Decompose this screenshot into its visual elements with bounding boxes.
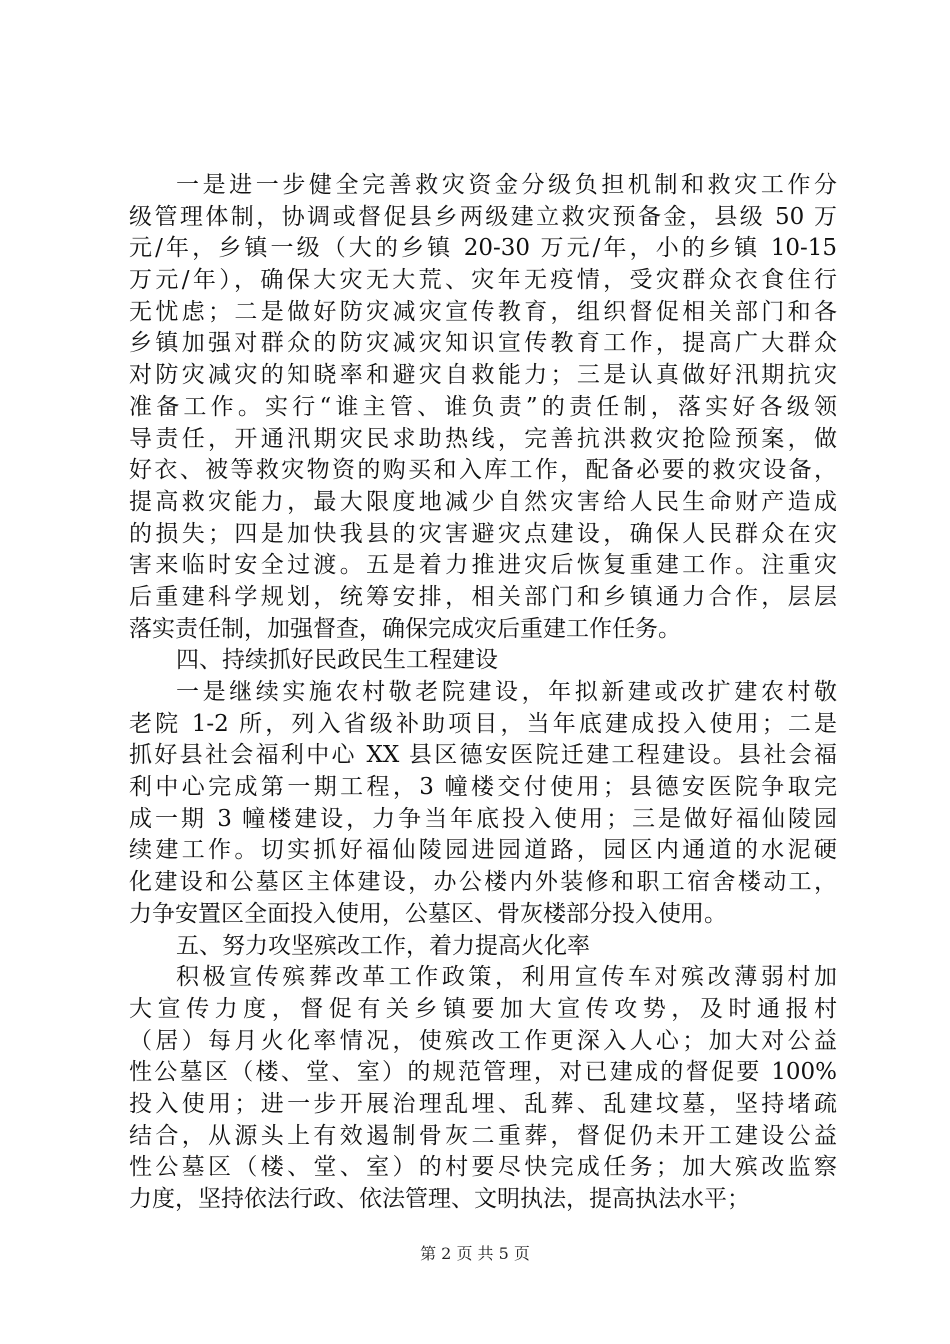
text-line: 老院 1-2 所，列入省级补助项目，当年底建成投入使用；二是: [129, 710, 837, 737]
text-line: 好衣、被等救灾物资的购买和入库工作，配备必要的救灾设备，: [129, 457, 837, 484]
text-line: 积极宣传殡葬改革工作政策，利用宣传车对殡改薄弱村加: [176, 964, 837, 991]
text-line: 导责任，开通汛期灾民求助热线，完善抗洪救灾抢险预案，做: [129, 425, 837, 452]
text-line: 投入使用；进一步开展治理乱埋、乱葬、乱建坟墓，坚持堵疏: [129, 1090, 837, 1117]
text-line: 一是继续实施农村敬老院建设，年拟新建或改扩建农村敬: [176, 679, 837, 705]
text-line: 无忧虑；二是做好防灾减灾宣传教育，组织督促相关部门和各: [129, 298, 837, 325]
text-line: 抓好县社会福利中心 XX 县区德安医院迁建工程建设。县社会福: [129, 742, 837, 769]
body-paragraph: [129, 677, 837, 931]
text-line: 害来临时安全过渡。五是着力推进灾后恢复重建工作。注重灾: [129, 552, 837, 579]
document-body: [129, 170, 837, 1216]
section-heading: [129, 645, 837, 677]
text-line: 性公墓区（楼、堂、室）的规范管理，对已建成的督促要 100%: [129, 1059, 837, 1086]
page-number-label: 第 2 页 共 5 页: [420, 1244, 530, 1263]
section-heading: [129, 931, 837, 963]
text-line: 乡镇加强对群众的防灾减灾知识宣传教育工作，提高广大群众: [129, 330, 837, 357]
text-line: 级管理体制，协调或督促县乡两级建立救灾预备金，县级 50 万: [129, 203, 837, 230]
text-line: 化建设和公墓区主体建设，办公楼内外装修和职工宿舍楼动工，: [129, 869, 837, 896]
body-paragraph: [129, 962, 837, 1216]
text-line: 力争安置区全面投入使用，公墓区、骨灰楼部分投入使用。: [129, 900, 727, 927]
text-line: 力度，坚持依法行政、依法管理、文明执法，提高执法水平；: [129, 1186, 750, 1212]
text-line: 提高救灾能力，最大限度地减少自然灾害给人民生命财产造成: [129, 488, 837, 515]
page-footer: [0, 1244, 950, 1264]
text-line: 准备工作。实行“谁主管、谁负责”的责任制，落实好各级领: [129, 393, 837, 420]
heading-text: 四、持续抓好民政民生工程建设: [176, 647, 498, 674]
text-line: 大宣传力度，督促有关乡镇要加大宣传攻势，及时通报村: [129, 995, 837, 1022]
text-line: 对防灾减灾的知晓率和避灾自救能力；三是认真做好汛期抗灾: [129, 362, 837, 389]
text-line: 的损失；四是加快我县的灾害避灾点建设，确保人民群众在灾: [129, 520, 837, 547]
heading-text: 五、努力攻坚殡改工作，着力提高火化率: [176, 932, 590, 959]
text-line: 成一期 3 幢楼建设，力争当年底投入使用；三是做好福仙陵园: [129, 805, 837, 832]
text-line: 后重建科学规划，统筹安排，相关部门和乡镇通力合作，层层: [129, 583, 837, 610]
text-line: （居）每月火化率情况，使殡改工作更深入人心；加大对公益: [129, 1027, 837, 1054]
text-line: 利中心完成第一期工程，3 幢楼交付使用；县德安医院争取完: [129, 774, 837, 801]
text-line: 万元/年），确保大灾无大荒、灾年无疫情，受灾群众衣食住行: [129, 267, 837, 294]
text-line: 性公墓区（楼、堂、室）的村要尽快完成任务；加大殡改监察: [129, 1154, 837, 1181]
body-paragraph: [129, 170, 837, 645]
text-line: 一是进一步健全完善救灾资金分级负担机制和救灾工作分: [176, 172, 837, 198]
text-line: 续建工作。切实抓好福仙陵园进园道路，园区内通道的水泥硬: [129, 837, 837, 864]
text-line: 元/年，乡镇一级（大的乡镇 20-30 万元/年，小的乡镇 10-15: [129, 235, 837, 262]
text-line: 落实责任制，加强督查，确保完成灾后重建工作任务。: [129, 615, 681, 642]
text-line: 结合，从源头上有效遏制骨灰二重葬，督促仍未开工建设公益: [129, 1122, 837, 1149]
